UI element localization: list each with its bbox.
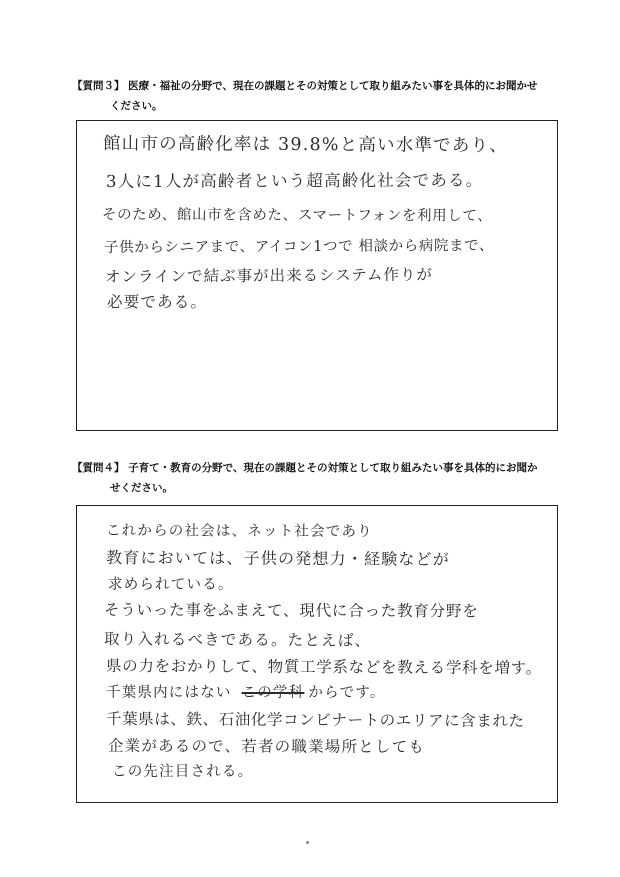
- answer-4-line-4: そういった事をふまえて、現代に合った教育分野を: [103, 601, 479, 621]
- answer-3-line-4: 子供からシニアまで、アイコン1つで 相談から病院まで、: [103, 237, 495, 256]
- answer-3-line-2: 3人に1人が高齢者という超高齢化社会である。: [105, 170, 484, 191]
- answer-4-line-7: [106, 681, 386, 702]
- answer-4-line-7-part2: からです。: [308, 685, 386, 701]
- answer-4-line-8: 千葉県は、鉄、石油化学コンビナートのエリアに含まれた: [105, 710, 525, 731]
- answer-4-line-2: 教育においては、子供の発想力・経験などが: [105, 548, 451, 569]
- answer-4-line-3: 求められている。: [108, 577, 234, 593]
- answer-3-line-5: オンラインで結ぶ事が出来るシステム作りが: [104, 265, 434, 286]
- answer-4-line-10: この先注目される。: [112, 764, 254, 780]
- question-3-text-line1: 【質問３】 医療・福祉の分野で、現在の課題とその対策として取り組みたい事を具体的にお聞かせ: [72, 80, 538, 92]
- question-4-label: [72, 458, 537, 498]
- question-4-text-line1: 【質問４】 子育て・教育の分野で、現在の課題とその対策として取り組みたい事を具体的にお聞か: [72, 462, 538, 474]
- answer-3-line-6: 必要である。: [107, 293, 208, 311]
- answer-3-line-3: そのため、館山市を含めた、スマートフォンを利用して、: [101, 207, 493, 225]
- question-4-text-line2: せください。: [110, 482, 173, 494]
- answer-4-line-5: 取り入れるべきである。たとえば、: [103, 630, 372, 650]
- answer-4-line-9: 企業があるので、若者の職業場所としても: [107, 737, 426, 757]
- answer-4-line-1: これからの社会は、ネット社会であり: [105, 523, 373, 540]
- answer-3-line-1: 館山市の高齢化率は 39.8%と高い水準であり、: [102, 134, 509, 157]
- scan-speck: [306, 841, 309, 844]
- answer-4-line-7-part1: 千葉県内にはない: [106, 685, 232, 701]
- answer-4-line-6: 県の力をおかりして、物質工学系などを教える学科を増す。: [105, 657, 542, 678]
- question-3-label: [72, 76, 537, 116]
- struck-out-text: この学科: [241, 685, 305, 701]
- question-3-text-line2: ください。: [110, 100, 163, 112]
